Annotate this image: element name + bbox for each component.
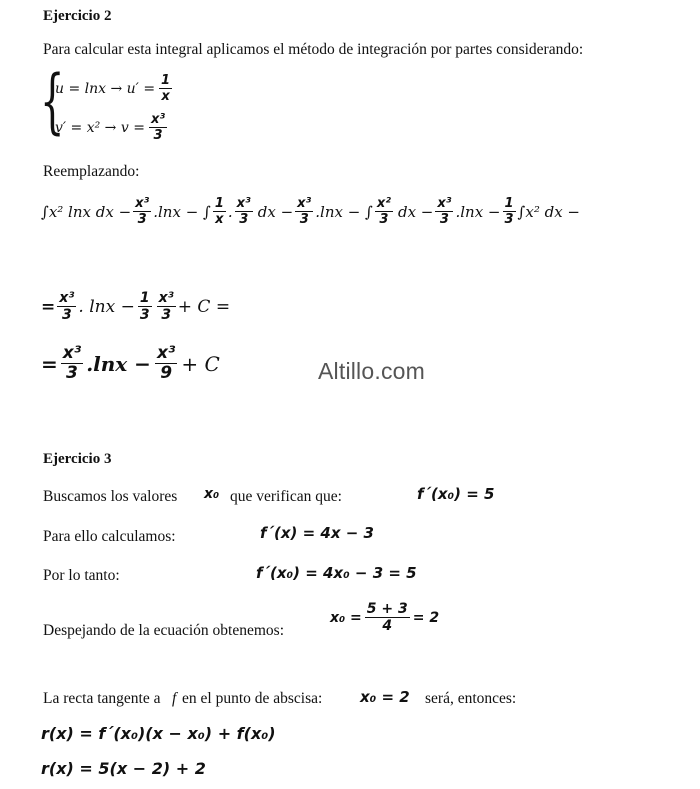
fraction-denominator: 3 bbox=[161, 307, 172, 323]
fraction-denominator: 3 bbox=[299, 212, 309, 227]
x0-symbol: x₀ bbox=[204, 486, 220, 502]
system-line-2-fraction bbox=[149, 113, 167, 142]
system-line-1-fraction bbox=[159, 74, 172, 103]
fraction-numerator: x³ bbox=[236, 196, 251, 211]
ex3-row-3-text: Por lo tanto: bbox=[43, 567, 120, 584]
left-brace: { bbox=[40, 60, 65, 142]
step-2-fraction bbox=[155, 345, 177, 382]
integral-fraction bbox=[213, 197, 226, 226]
fraction-numerator: x³ bbox=[62, 343, 82, 363]
equals-sign: = bbox=[41, 351, 58, 376]
watermark: Altillo.com bbox=[318, 358, 426, 384]
integral-term: .lnx − bbox=[455, 202, 501, 221]
integral-fraction bbox=[503, 197, 516, 226]
fraction-denominator: 3 bbox=[504, 212, 514, 227]
fraction-denominator: 3 bbox=[439, 212, 449, 227]
ex2-heading: Ejercicio 2 bbox=[43, 8, 112, 24]
step-2-term: .lnx − bbox=[86, 351, 151, 376]
ex3-row-5-text-c: será, entonces: bbox=[425, 690, 517, 707]
fraction-denominator: 3 bbox=[66, 363, 78, 383]
fraction-denominator: 3 bbox=[379, 212, 389, 227]
system-line-2 bbox=[55, 113, 167, 142]
integral-term: ∫x² lnx dx − bbox=[41, 202, 132, 221]
fraction-numerator: 5 + 3 bbox=[366, 601, 408, 617]
step-1-fraction bbox=[57, 291, 76, 322]
ex3-row-1-text-a: Buscamos los valores bbox=[43, 488, 178, 505]
replace-label: Reemplazando: bbox=[43, 163, 140, 180]
ex3-heading: Ejercicio 3 bbox=[43, 451, 112, 467]
fraction-numerator: 1 bbox=[214, 196, 224, 211]
ex2-intro: Para calcular esta integral aplicamos el método de integración por partes considerando: bbox=[43, 41, 584, 58]
fraction-denominator: 3 bbox=[139, 307, 150, 323]
x0-solution-rhs: = 2 bbox=[412, 609, 440, 626]
integral-term: .lnx − ∫ bbox=[315, 202, 373, 221]
ex3-row-4-text: Despejando de la ecuación obtenemos: bbox=[43, 622, 285, 639]
fraction-numerator: x² bbox=[376, 196, 391, 211]
integral-term: ∫x² dx − bbox=[517, 202, 581, 221]
integral-term: dx − bbox=[257, 202, 294, 221]
fraction-numerator: 1 bbox=[139, 290, 150, 306]
integral-fraction bbox=[133, 197, 151, 226]
integral-term: dx − bbox=[397, 202, 434, 221]
fraction-denominator: 4 bbox=[382, 618, 393, 634]
derivative-formula: f´(x) = 4x − 3 bbox=[260, 524, 374, 542]
step-2-line bbox=[41, 345, 220, 382]
fraction-numerator: x³ bbox=[150, 112, 166, 127]
system-line-2-lhs: v′ = x² → v = bbox=[55, 119, 145, 136]
x0-solution-fraction bbox=[365, 602, 410, 633]
integral-fraction bbox=[435, 197, 453, 226]
step-1-fraction bbox=[157, 291, 176, 322]
system-line-1-lhs: u = lnx → u′ = bbox=[55, 80, 156, 97]
equals-sign: = bbox=[41, 296, 56, 317]
ex3-row-1-text-b: que verifican que: bbox=[230, 488, 342, 505]
system-line-1 bbox=[55, 74, 172, 103]
fraction-numerator: 1 bbox=[504, 196, 514, 211]
fraction-denominator: 3 bbox=[61, 307, 72, 323]
fraction-numerator: x³ bbox=[297, 196, 312, 211]
integral-term: .lnx − ∫ bbox=[153, 202, 211, 221]
step-2-fraction bbox=[61, 345, 83, 382]
x0-solution bbox=[330, 602, 439, 633]
substitution-system bbox=[40, 60, 200, 154]
ex3-row-2-text: Para ello calculamos: bbox=[43, 528, 176, 545]
integral-fraction bbox=[235, 197, 253, 226]
abscissa-value: x₀ = 2 bbox=[360, 688, 410, 706]
fraction-numerator: x³ bbox=[437, 196, 452, 211]
fraction-numerator: x³ bbox=[59, 290, 75, 306]
ex3-row-5-text-a: La recta tangente a bbox=[43, 690, 161, 707]
fraction-denominator: 3 bbox=[137, 212, 147, 227]
integral-term: . bbox=[227, 202, 233, 221]
fraction-denominator: x bbox=[161, 89, 170, 104]
function-f: f bbox=[172, 690, 177, 707]
tangent-line-formula: r(x) = f´(x₀)(x − x₀) + f(x₀) bbox=[41, 724, 276, 743]
step-2-term: + C bbox=[181, 351, 220, 376]
fraction-denominator: 9 bbox=[160, 363, 173, 383]
step-1-fraction bbox=[138, 291, 152, 322]
x0-solution-lhs: x₀ = bbox=[330, 609, 362, 626]
fraction-numerator: x³ bbox=[135, 196, 150, 211]
step-1-term: . lnx − bbox=[78, 296, 135, 317]
ex3-row-5-text-b: en el punto de abscisa: bbox=[182, 690, 323, 707]
derivative-equation: f´(x₀) = 4x₀ − 3 = 5 bbox=[256, 564, 417, 582]
derivative-condition: f´(x₀) = 5 bbox=[417, 485, 495, 503]
fraction-numerator: 1 bbox=[161, 73, 171, 88]
fraction-numerator: x³ bbox=[158, 290, 174, 306]
fraction-numerator: x³ bbox=[156, 343, 176, 363]
step-1-term: + C = bbox=[177, 296, 231, 317]
step-1-line bbox=[41, 291, 230, 322]
fraction-denominator: x bbox=[215, 212, 224, 227]
tangent-line-result: r(x) = 5(x − 2) + 2 bbox=[41, 759, 206, 778]
integral-fraction bbox=[375, 197, 393, 226]
fraction-denominator: 3 bbox=[153, 128, 163, 143]
integral-line bbox=[41, 197, 580, 226]
fraction-denominator: 3 bbox=[239, 212, 249, 227]
integral-fraction bbox=[295, 197, 313, 226]
